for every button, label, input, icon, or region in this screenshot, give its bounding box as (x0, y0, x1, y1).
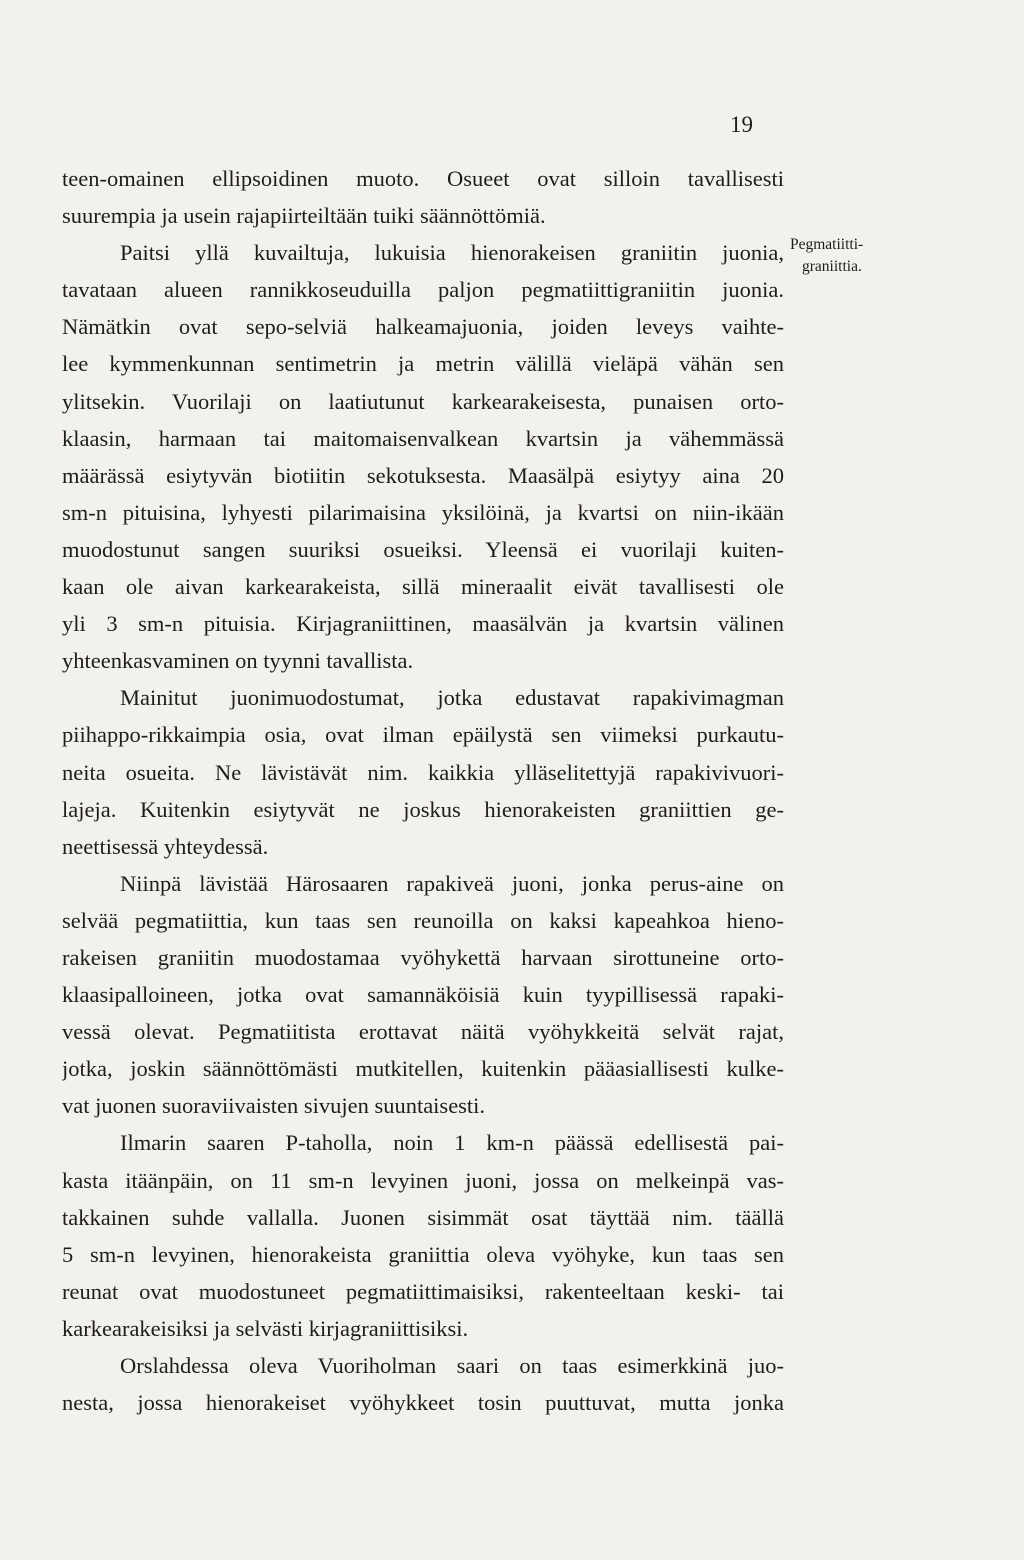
text-line: sm-n pituisina, lyhyesti pilarimaisina yksilöinä, ja kvartsi on niin-ikään (62, 499, 784, 525)
margin-note-line: graniittia. (802, 258, 862, 275)
page-number: 19 (730, 112, 753, 137)
text-line: yhteenkasvaminen on tyynni tavallista. (62, 648, 414, 674)
text-line: Niinpä lävistää Härosaaren rapakiveä juoni, jonka perus-aine on (120, 870, 784, 896)
text-line: lee kymmenkunnan sentimetrin ja metrin välillä vieläpä vähän sen (62, 351, 784, 377)
margin-note (790, 234, 863, 278)
paragraph (62, 160, 784, 234)
text-line: selvää pegmatiittia, kun taas sen reunoilla on kaksi kapeahkoa hieno- (62, 907, 784, 933)
paragraph (62, 1347, 784, 1421)
text-line: tavataan alueen rannikkoseuduilla paljon pegmatiittigraniitin juonia. (62, 277, 784, 303)
text-line: Orslahdessa oleva Vuoriholman saari on taas esimerkkinä juo- (120, 1353, 784, 1378)
text-line: takkainen suhde vallalla. Juonen sisimmät osat täyttää nim. täällä (62, 1204, 784, 1230)
text-line: Ilmarin saaren P-taholla, noin 1 km-n päässä edellisestä pai- (120, 1130, 784, 1156)
text-line: suurempia ja usein rajapiirteiltään tuiki säännöttömiä. (62, 203, 546, 229)
text-line: rakeisen graniitin muodostamaa vyöhykettä harvaan sirottuneine orto- (62, 944, 784, 970)
text-line: kaan ole aivan karkearakeista, sillä mineraalit eivät tavallisesti ole (62, 574, 784, 600)
text-line: vessä olevat. Pegmatiitista erottavat näitä vyöhykkeitä selvät rajat, (62, 1019, 784, 1045)
paragraph (62, 234, 784, 679)
text-line: vat juonen suoraviivaisten sivujen suuntaisesti. (62, 1093, 486, 1119)
body-text (62, 160, 784, 1421)
text-line: teen-omainen ellipsoidinen muoto. Osueet ovat silloin tavallisesti (62, 166, 784, 191)
text-line: reunat ovat muodostuneet pegmatiittimaisiksi, rakenteeltaan keski- tai (62, 1278, 784, 1304)
text-line: Paitsi yllä kuvailtuja, lukuisia hienorakeisen graniitin juonia, (120, 240, 784, 266)
text-line: Nämätkin ovat sepo-selviä halkeamajuonia, joiden leveys vaihte- (62, 314, 784, 340)
margin-note-line: Pegmatiitti- (790, 236, 864, 253)
text-line: yli 3 sm-n pituisia. Kirjagraniittinen, maasälvän ja kvartsin välinen (62, 611, 784, 637)
text-line: karkearakeisiksi ja selvästi kirjagraniittisiksi. (62, 1315, 469, 1341)
text-line: ylitsekin. Vuorilaji on laatiutunut karkearakeisesta, punaisen orto- (62, 388, 784, 414)
text-line: piihappo-rikkaimpia osia, ovat ilman epäilystä sen viimeksi purkautu- (62, 722, 784, 748)
paragraph (62, 679, 784, 864)
text-line: kasta itäänpäin, on 11 sm-n levyinen juoni, jossa on melkeinpä vas- (62, 1167, 784, 1193)
text-line: Mainitut juonimuodostumat, jotka edustavat rapakivimagman (120, 685, 784, 711)
text-line: neettisessä yhteydessä. (62, 833, 269, 859)
text-line: jotka, joskin säännöttömästi mutkitellen, kuitenkin pääasiallisesti kulke- (62, 1056, 784, 1082)
text-line: lajeja. Kuitenkin esiytyvät ne joskus hienorakeisten graniittien ge- (62, 796, 784, 822)
text-line: klaasipalloineen, jotka ovat samannäköisiä kuin tyypillisessä rapaki- (62, 982, 784, 1008)
text-line: klaasin, harmaan tai maitomaisenvalkean kvartsin ja vähemmässä (62, 425, 784, 451)
text-line: neita osueita. Ne lävistävät nim. kaikkia ylläselitettyjä rapakivivuori- (62, 759, 784, 785)
text-line: muodostunut sangen suuriksi osueiksi. Yleensä ei vuorilaji kuiten- (62, 536, 784, 562)
text-line: nesta, jossa hienorakeiset vyöhykkeet tosin puuttuvat, mutta jonka (62, 1390, 784, 1416)
paragraph (62, 1124, 784, 1347)
paragraph (62, 865, 784, 1125)
text-line: määrässä esiytyvän biotiitin sekotuksesta. Maasälpä esiytyy aina 20 (62, 462, 784, 488)
text-line: 5 sm-n levyinen, hienorakeista graniittia oleva vyöhyke, kun taas sen (62, 1241, 784, 1267)
